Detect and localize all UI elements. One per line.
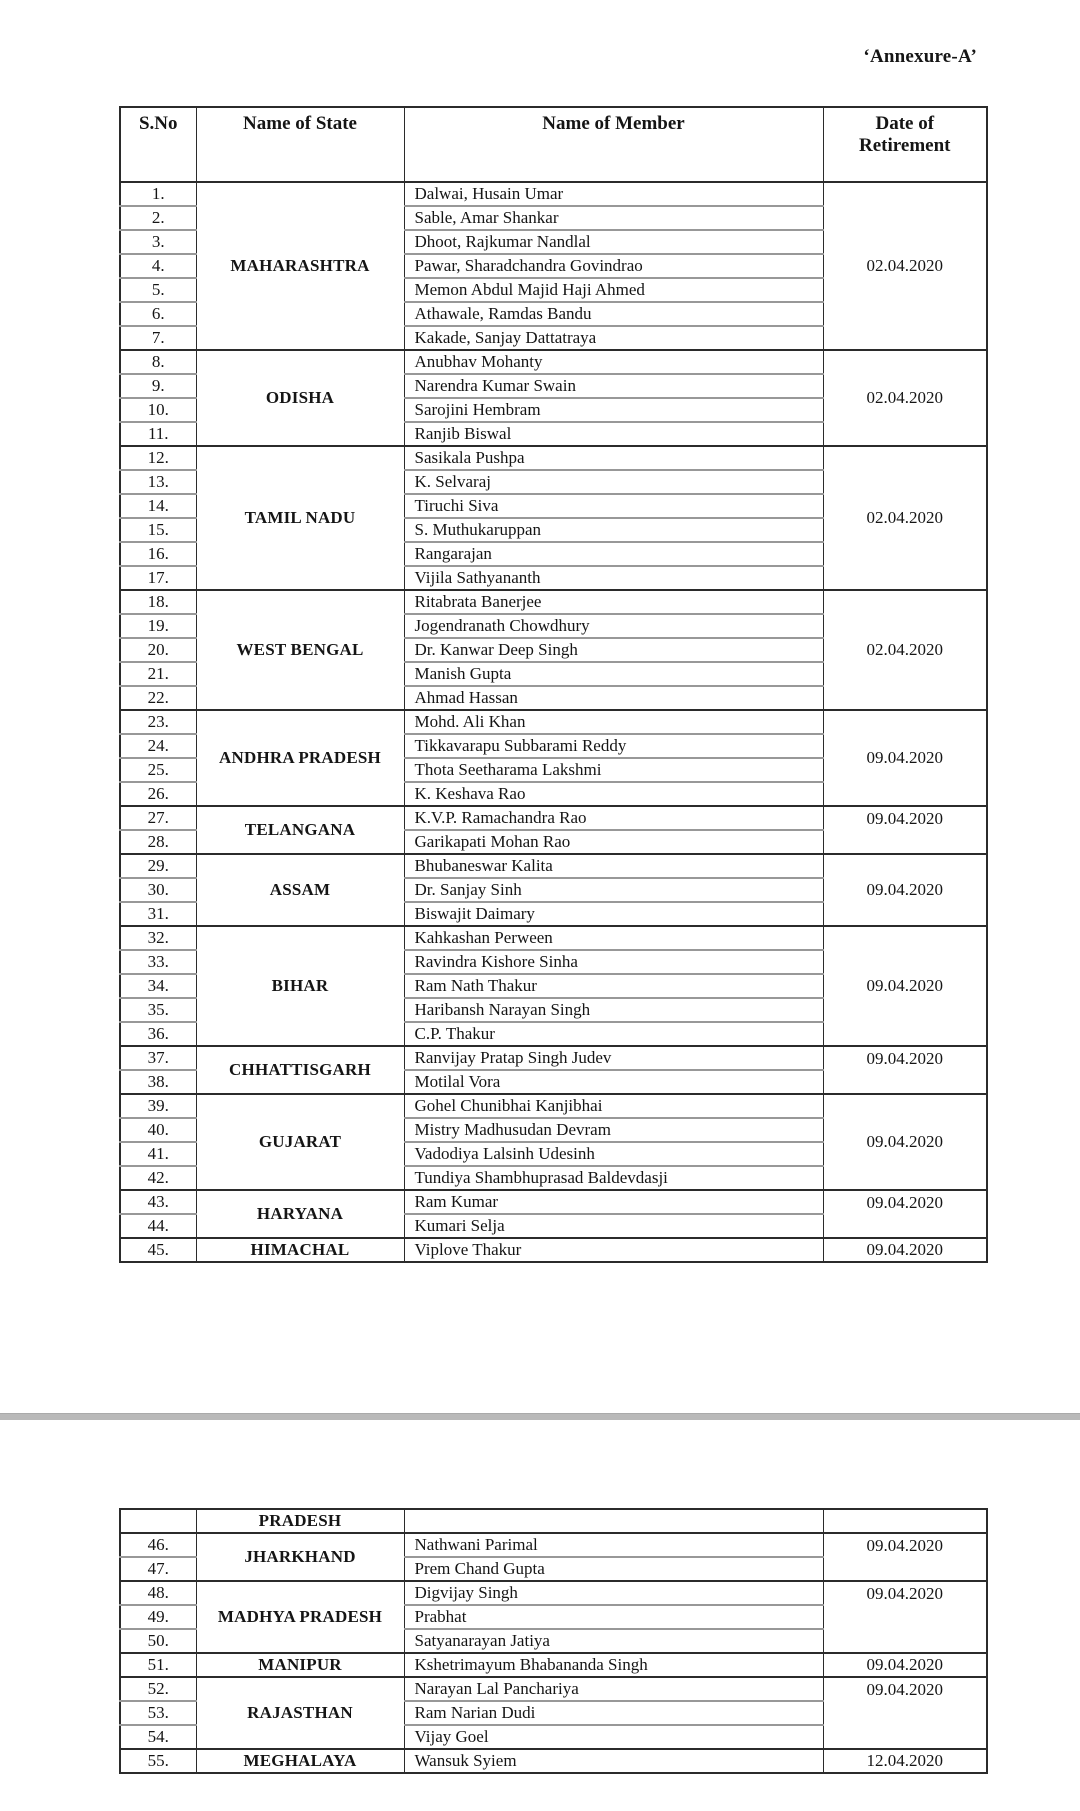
member-cell: K.V.P. Ramachandra Rao	[404, 806, 823, 830]
table-row	[120, 350, 987, 374]
member-cell: Tikkavarapu Subbarami Reddy	[404, 734, 823, 758]
sno-cell: 20.	[120, 638, 196, 662]
sno-cell: 48.	[120, 1581, 196, 1605]
sno-cell: 21.	[120, 662, 196, 686]
member-cell: Pawar, Sharadchandra Govindrao	[404, 254, 823, 278]
sno-cell: 55.	[120, 1749, 196, 1773]
table-row	[120, 1653, 987, 1677]
state-cell: HARYANA	[196, 1190, 404, 1238]
member-cell: Jogendranath Chowdhury	[404, 614, 823, 638]
state-cell: ODISHA	[196, 350, 404, 446]
sno-cell: 3.	[120, 230, 196, 254]
retirement-table-page-1	[119, 106, 988, 1263]
sno-cell: 6.	[120, 302, 196, 326]
sno-cell: 15.	[120, 518, 196, 542]
sno-cell: 28.	[120, 830, 196, 854]
sno-cell: 27.	[120, 806, 196, 830]
sno-cell: 45.	[120, 1238, 196, 1262]
sno-cell: 8.	[120, 350, 196, 374]
sno-cell: 47.	[120, 1557, 196, 1581]
sno-cell: 49.	[120, 1605, 196, 1629]
table-row	[120, 1094, 987, 1118]
header-sno: S.No	[120, 107, 196, 182]
date-cell	[823, 1509, 987, 1533]
date-cell: 02.04.2020	[823, 446, 987, 590]
member-cell: Satyanarayan Jatiya	[404, 1629, 823, 1653]
retirement-table-page-2	[119, 1508, 988, 1774]
state-cell: MANIPUR	[196, 1653, 404, 1677]
sno-cell: 50.	[120, 1629, 196, 1653]
state-cell: MADHYA PRADESH	[196, 1581, 404, 1653]
member-cell: Wansuk Syiem	[404, 1749, 823, 1773]
member-cell: Prabhat	[404, 1605, 823, 1629]
member-cell: Sarojini Hembram	[404, 398, 823, 422]
table-row	[120, 854, 987, 878]
sno-cell: 44.	[120, 1214, 196, 1238]
state-cell: GUJARAT	[196, 1094, 404, 1190]
sno-cell: 31.	[120, 902, 196, 926]
member-cell: Ranvijay Pratap Singh Judev	[404, 1046, 823, 1070]
sno-cell: 25.	[120, 758, 196, 782]
member-cell: Sasikala Pushpa	[404, 446, 823, 470]
member-cell: Biswajit Daimary	[404, 902, 823, 926]
sno-cell: 37.	[120, 1046, 196, 1070]
table-row	[120, 1509, 987, 1533]
sno-cell: 16.	[120, 542, 196, 566]
sno-cell: 5.	[120, 278, 196, 302]
member-cell: Haribansh Narayan Singh	[404, 998, 823, 1022]
member-cell: K. Selvaraj	[404, 470, 823, 494]
state-cell: PRADESH	[196, 1509, 404, 1533]
header-state: Name of State	[196, 107, 404, 182]
date-cell: 09.04.2020	[823, 1533, 987, 1581]
member-cell: S. Muthukaruppan	[404, 518, 823, 542]
sno-cell: 42.	[120, 1166, 196, 1190]
sno-cell: 4.	[120, 254, 196, 278]
member-cell: Rangarajan	[404, 542, 823, 566]
sno-cell: 23.	[120, 710, 196, 734]
member-cell: Kshetrimayum Bhabananda Singh	[404, 1653, 823, 1677]
table-row	[120, 1581, 987, 1605]
date-cell: 09.04.2020	[823, 854, 987, 926]
state-cell: ASSAM	[196, 854, 404, 926]
table-row	[120, 1190, 987, 1214]
member-cell: Kahkashan Perween	[404, 926, 823, 950]
sno-cell: 2.	[120, 206, 196, 230]
state-cell: ANDHRA PRADESH	[196, 710, 404, 806]
sno-cell: 52.	[120, 1677, 196, 1701]
sno-cell: 13.	[120, 470, 196, 494]
date-cell: 09.04.2020	[823, 1190, 987, 1238]
member-cell: Memon Abdul Majid Haji Ahmed	[404, 278, 823, 302]
member-cell: Thota Seetharama Lakshmi	[404, 758, 823, 782]
table-row	[120, 182, 987, 206]
sno-cell: 46.	[120, 1533, 196, 1557]
sno-cell: 9.	[120, 374, 196, 398]
member-cell: Gohel Chunibhai Kanjibhai	[404, 1094, 823, 1118]
member-cell: Ram Nath Thakur	[404, 974, 823, 998]
member-cell: Ritabrata Banerjee	[404, 590, 823, 614]
date-cell: 09.04.2020	[823, 926, 987, 1046]
sno-cell: 17.	[120, 566, 196, 590]
sno-cell: 1.	[120, 182, 196, 206]
member-cell: Ram Narian Dudi	[404, 1701, 823, 1725]
table-row	[120, 590, 987, 614]
table-row	[120, 806, 987, 830]
sno-cell: 14.	[120, 494, 196, 518]
state-cell: TELANGANA	[196, 806, 404, 854]
date-cell: 09.04.2020	[823, 806, 987, 854]
table-row	[120, 1238, 987, 1262]
date-cell: 09.04.2020	[823, 1238, 987, 1262]
member-cell: Bhubaneswar Kalita	[404, 854, 823, 878]
table-row	[120, 1533, 987, 1557]
member-cell: Vijila Sathyananth	[404, 566, 823, 590]
state-cell: MEGHALAYA	[196, 1749, 404, 1773]
date-cell: 02.04.2020	[823, 182, 987, 350]
member-cell: Mohd. Ali Khan	[404, 710, 823, 734]
sno-cell: 39.	[120, 1094, 196, 1118]
member-cell: Ram Kumar	[404, 1190, 823, 1214]
sno-cell: 54.	[120, 1725, 196, 1749]
member-cell: Ahmad Hassan	[404, 686, 823, 710]
date-cell: 02.04.2020	[823, 350, 987, 446]
date-cell: 09.04.2020	[823, 1677, 987, 1749]
sno-cell: 51.	[120, 1653, 196, 1677]
table-header-row	[120, 107, 987, 182]
sno-cell: 7.	[120, 326, 196, 350]
member-cell: Prem Chand Gupta	[404, 1557, 823, 1581]
date-cell: 02.04.2020	[823, 590, 987, 710]
member-cell: Tundiya Shambhuprasad Baldevdasji	[404, 1166, 823, 1190]
sno-cell	[120, 1509, 196, 1533]
date-cell: 09.04.2020	[823, 1581, 987, 1653]
member-cell: K. Keshava Rao	[404, 782, 823, 806]
member-cell: Viplove Thakur	[404, 1238, 823, 1262]
date-cell: 09.04.2020	[823, 1094, 987, 1190]
sno-cell: 22.	[120, 686, 196, 710]
member-cell: Ravindra Kishore Sinha	[404, 950, 823, 974]
table-row	[120, 1046, 987, 1070]
member-cell: Nathwani Parimal	[404, 1533, 823, 1557]
member-cell: Vijay Goel	[404, 1725, 823, 1749]
header-member: Name of Member	[404, 107, 823, 182]
sno-cell: 26.	[120, 782, 196, 806]
member-cell: Motilal Vora	[404, 1070, 823, 1094]
date-cell: 09.04.2020	[823, 1046, 987, 1094]
member-cell: Manish Gupta	[404, 662, 823, 686]
member-cell: Ranjib Biswal	[404, 422, 823, 446]
sno-cell: 24.	[120, 734, 196, 758]
sno-cell: 32.	[120, 926, 196, 950]
sno-cell: 35.	[120, 998, 196, 1022]
member-cell: Mistry Madhusudan Devram	[404, 1118, 823, 1142]
state-cell: HIMACHAL	[196, 1238, 404, 1262]
sno-cell: 53.	[120, 1701, 196, 1725]
table-row	[120, 1677, 987, 1701]
member-cell: Tiruchi Siva	[404, 494, 823, 518]
state-cell: WEST BENGAL	[196, 590, 404, 710]
date-cell: 12.04.2020	[823, 1749, 987, 1773]
sno-cell: 10.	[120, 398, 196, 422]
table-row	[120, 446, 987, 470]
member-cell	[404, 1509, 823, 1533]
member-cell: Dalwai, Husain Umar	[404, 182, 823, 206]
sno-cell: 34.	[120, 974, 196, 998]
sno-cell: 29.	[120, 854, 196, 878]
sno-cell: 43.	[120, 1190, 196, 1214]
state-cell: MAHARASHTRA	[196, 182, 404, 350]
member-cell: Digvijay Singh	[404, 1581, 823, 1605]
member-cell: Narendra Kumar Swain	[404, 374, 823, 398]
header-date: Date of Retirement	[823, 107, 987, 182]
member-cell: Dhoot, Rajkumar Nandlal	[404, 230, 823, 254]
sno-cell: 41.	[120, 1142, 196, 1166]
sno-cell: 12.	[120, 446, 196, 470]
table-row	[120, 926, 987, 950]
member-cell: Dr. Sanjay Sinh	[404, 878, 823, 902]
sno-cell: 38.	[120, 1070, 196, 1094]
member-cell: Narayan Lal Panchariya	[404, 1677, 823, 1701]
member-cell: C.P. Thakur	[404, 1022, 823, 1046]
member-cell: Kakade, Sanjay Dattatraya	[404, 326, 823, 350]
sno-cell: 30.	[120, 878, 196, 902]
sno-cell: 11.	[120, 422, 196, 446]
state-cell: BIHAR	[196, 926, 404, 1046]
state-cell: TAMIL NADU	[196, 446, 404, 590]
sno-cell: 40.	[120, 1118, 196, 1142]
state-cell: JHARKHAND	[196, 1533, 404, 1581]
annexure-label: ‘Annexure-A’	[863, 46, 977, 67]
state-cell: CHHATTISGARH	[196, 1046, 404, 1094]
member-cell: Sable, Amar Shankar	[404, 206, 823, 230]
sno-cell: 18.	[120, 590, 196, 614]
member-cell: Athawale, Ramdas Bandu	[404, 302, 823, 326]
sno-cell: 33.	[120, 950, 196, 974]
member-cell: Anubhav Mohanty	[404, 350, 823, 374]
state-cell: RAJASTHAN	[196, 1677, 404, 1749]
member-cell: Garikapati Mohan Rao	[404, 830, 823, 854]
sno-cell: 19.	[120, 614, 196, 638]
member-cell: Vadodiya Lalsinh Udesinh	[404, 1142, 823, 1166]
table-row	[120, 1749, 987, 1773]
date-cell: 09.04.2020	[823, 1653, 987, 1677]
member-cell: Dr. Kanwar Deep Singh	[404, 638, 823, 662]
member-cell: Kumari Selja	[404, 1214, 823, 1238]
sno-cell: 36.	[120, 1022, 196, 1046]
page-break-separator	[0, 1413, 1080, 1420]
date-cell: 09.04.2020	[823, 710, 987, 806]
table-row	[120, 710, 987, 734]
